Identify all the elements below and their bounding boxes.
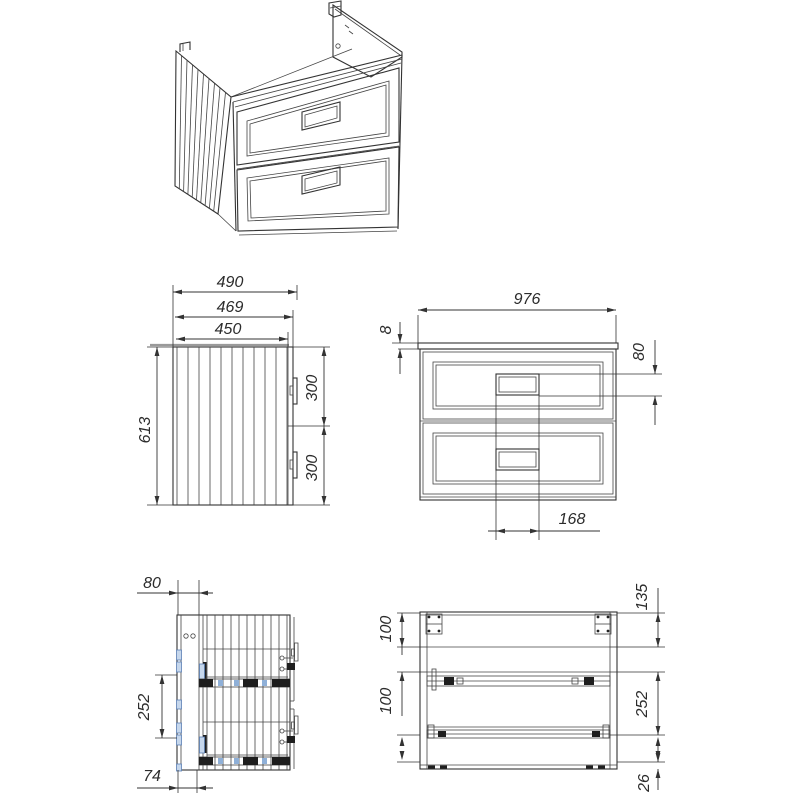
iso-upper-handle xyxy=(302,102,340,130)
iso-lower-drawer-front xyxy=(237,146,399,235)
rear-slide-rail-upper xyxy=(427,669,610,690)
rear-dimensions-right xyxy=(634,584,660,793)
iso-side-panel xyxy=(175,42,231,214)
dim-front-8: 8 xyxy=(378,325,395,335)
dim-section-74: 74 xyxy=(143,768,161,785)
dim-section-80: 80 xyxy=(143,575,161,592)
dim-rear-100-top: 100 xyxy=(378,615,395,643)
dim-side-469: 469 xyxy=(216,299,244,316)
section-lower-handle-profile xyxy=(295,716,299,734)
rear-body xyxy=(420,612,617,769)
dim-side-300-bottom: 300 xyxy=(304,454,321,482)
front-view xyxy=(378,291,662,540)
rear-slide-rail-lower xyxy=(427,725,610,738)
section-body xyxy=(177,615,294,770)
section-lower-drawer-hardware xyxy=(199,716,298,765)
section-upper-handle-profile xyxy=(295,643,299,661)
iso-top-rim xyxy=(218,55,402,231)
iso-left-bracket xyxy=(180,42,190,52)
dim-rear-135: 135 xyxy=(634,583,651,611)
rear-dimensions-left xyxy=(378,613,404,760)
dim-rear-100-mid: 100 xyxy=(378,687,395,715)
dim-rear-252: 252 xyxy=(634,690,651,718)
front-body xyxy=(418,343,618,500)
front-top-panel xyxy=(418,343,618,349)
section-view xyxy=(136,575,298,793)
dim-side-300-top: 300 xyxy=(304,374,321,402)
rear-mounting-brackets xyxy=(426,614,611,634)
rear-extension-lines xyxy=(397,613,665,762)
dim-side-613: 613 xyxy=(137,416,154,444)
isometric-view xyxy=(175,1,402,235)
dim-section-252: 252 xyxy=(136,693,153,721)
side-body xyxy=(173,347,293,505)
section-screw-hole xyxy=(191,634,195,638)
iso-right-panel-inner xyxy=(231,1,402,97)
dim-front-976: 976 xyxy=(513,291,541,308)
dim-front-168: 168 xyxy=(558,511,586,528)
rear-view xyxy=(378,584,665,793)
dim-side-450: 450 xyxy=(214,321,242,338)
dim-rear-26: 26 xyxy=(636,774,653,792)
dim-side-490: 490 xyxy=(216,274,244,291)
section-screw-hole xyxy=(184,634,188,638)
side-view xyxy=(137,274,330,505)
dim-front-80: 80 xyxy=(631,343,648,361)
side-extension-lines xyxy=(147,285,330,505)
section-upper-drawer-hardware xyxy=(199,643,298,687)
